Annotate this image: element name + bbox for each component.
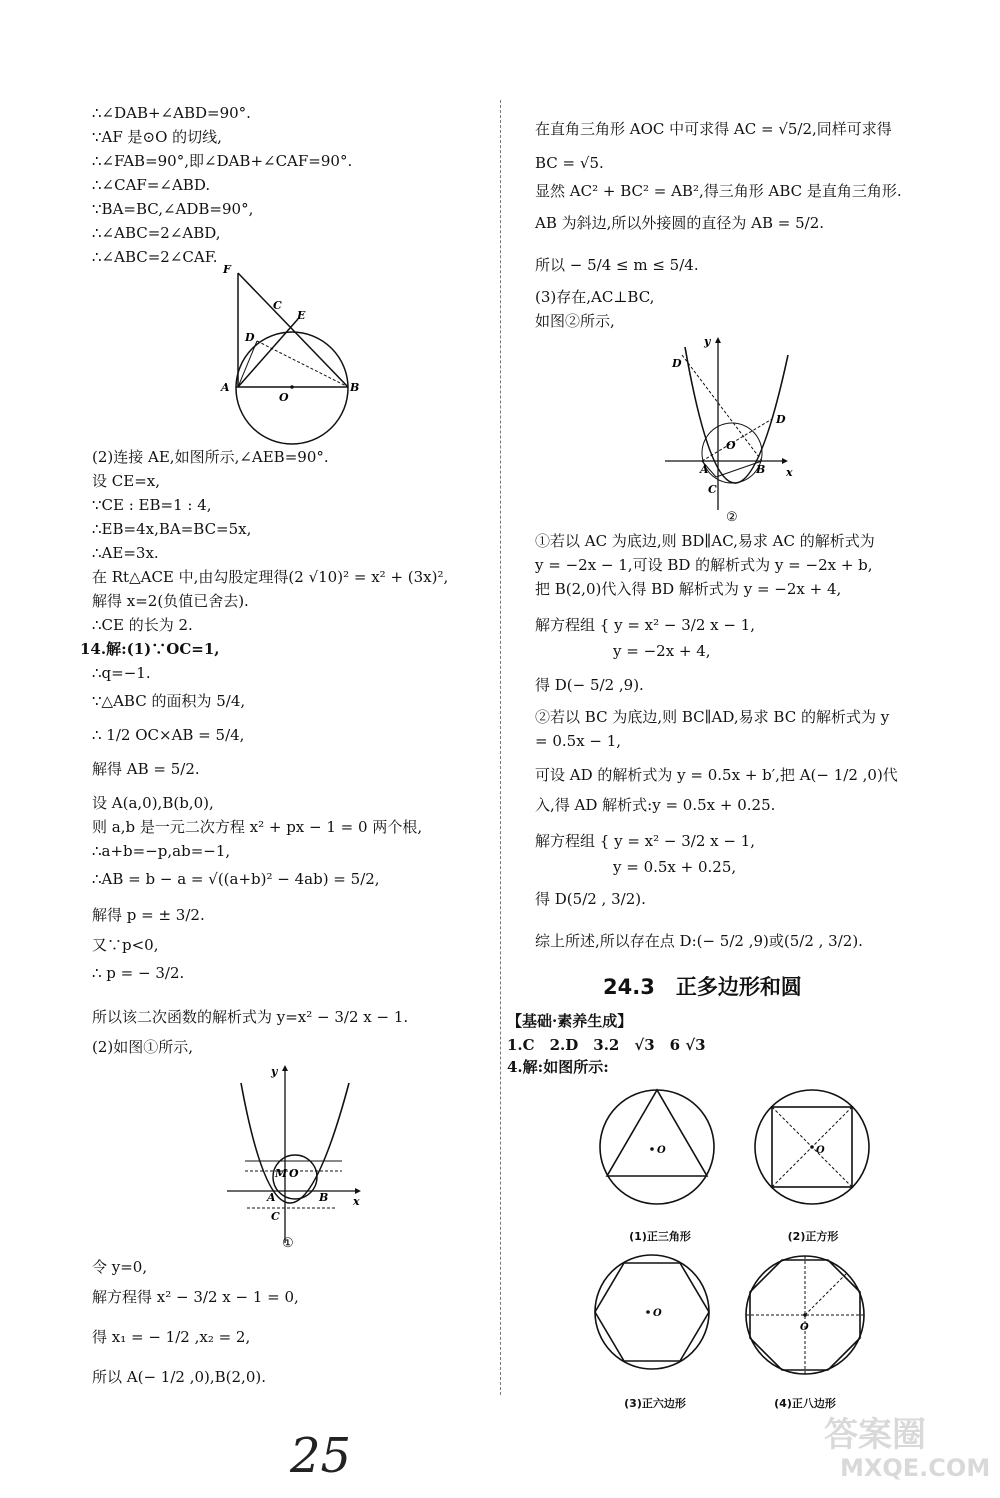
text-line: 解得 x=2(负值已舍去).	[92, 592, 249, 610]
svg-text:A: A	[700, 463, 709, 476]
text-line: AB 为斜边,所以外接圆的直径为 AB = 5/2.	[535, 214, 825, 232]
label-F: F	[223, 263, 231, 276]
text-line: (2)连接 AE,如图所示,∠AEB=90°.	[92, 448, 329, 466]
text-line: 设 CE=x,	[92, 472, 160, 490]
svg-text:O: O	[289, 1167, 299, 1180]
inscribed-hexagon-figure	[590, 1250, 720, 1400]
text-line: y = 0.5x + 0.25,	[613, 858, 737, 876]
text-line: 综上所述,所以存在点 D:(− 5/2 ,9)或(5/2 , 3/2).	[535, 932, 863, 950]
inscribed-octagon-figure	[740, 1250, 870, 1400]
text-line: ∴AE=3x.	[92, 544, 159, 562]
label-E: E	[297, 309, 306, 322]
svg-text:B: B	[756, 463, 766, 476]
text-line: 解方程组 { y = x² − 3/2 x − 1,	[535, 616, 756, 634]
answers-line: 1.C 2.D 3.2 √3 6 √3	[507, 1036, 706, 1054]
text-line: 设 A(a,0),B(b,0),	[92, 794, 214, 812]
text-line: y = −2x + 4,	[613, 642, 711, 660]
text-line: ∴q=−1.	[92, 664, 151, 682]
svg-text:C: C	[271, 1210, 280, 1223]
svg-text:②: ②	[726, 510, 738, 525]
caption-square: (2)正方形	[787, 1230, 839, 1243]
svg-text:D: D	[672, 357, 682, 370]
svg-text:x: x	[353, 1195, 360, 1208]
svg-text:O: O	[653, 1308, 662, 1319]
text-line: y = −2x − 1,可设 BD 的解析式为 y = −2x + b,	[535, 556, 873, 574]
handwritten-page-number: 25	[290, 1428, 352, 1484]
text-line: ∴AB = b − a = √((a+b)² − 4ab) = 5/2,	[92, 870, 380, 888]
text-line: ∴∠ABC=2∠CAF.	[92, 248, 218, 266]
label-C: C	[273, 299, 282, 312]
text-line: ∵△ABC 的面积为 5/4,	[92, 692, 246, 710]
text-line: ∴CE 的长为 2.	[92, 616, 193, 634]
text-line: ∵AF 是⊙O 的切线,	[92, 128, 222, 146]
text-line: ∴EB=4x,BA=BC=5x,	[92, 520, 252, 538]
text-line: 令 y=0,	[92, 1258, 148, 1276]
label-A: A	[221, 381, 230, 394]
text-line: 又∵p<0,	[92, 936, 159, 954]
text-line: ∵BA=BC,∠ADB=90°,	[92, 200, 254, 218]
caption-triangle: (1)正三角形	[629, 1230, 691, 1243]
label-B: B	[350, 381, 360, 394]
svg-text:①: ①	[282, 1236, 294, 1251]
text-line: 则 a,b 是一元二次方程 x² + px − 1 = 0 两个根,	[92, 818, 423, 836]
caption-octagon: (4)正八边形	[774, 1397, 836, 1410]
watermark-logo	[804, 1408, 994, 1486]
text-line: 解得 p = ± 3/2.	[92, 906, 205, 924]
text-line: 解方程组 { y = x² − 3/2 x − 1,	[535, 832, 756, 850]
subsection-heading: 【基础·素养生成】	[507, 1012, 633, 1030]
text-line: ∴ 1/2 OC×AB = 5/4,	[92, 726, 245, 744]
svg-text:答案圈: 答案圈	[824, 1415, 926, 1455]
problem-14-heading: 14.解:(1)∵OC=1,	[80, 640, 220, 658]
text-line: BC = √5.	[535, 154, 604, 172]
text-line: 得 x₁ = − 1/2 ,x₂ = 2,	[92, 1328, 251, 1346]
text-line: 如图②所示,	[535, 312, 615, 330]
text-line: (3)存在,AC⊥BC,	[535, 288, 655, 306]
text-line: 所以该二次函数的解析式为 y=x² − 3/2 x − 1.	[92, 1008, 409, 1026]
text-line: 在直角三角形 AOC 中可求得 AC = √5/2,同样可求得	[535, 120, 892, 138]
text-line: ∵CE : EB=1 : 4,	[92, 496, 212, 514]
svg-text:A: A	[267, 1191, 276, 1204]
svg-text:D: D	[776, 413, 786, 426]
svg-text:x: x	[786, 466, 793, 479]
text-line: 解方程得 x² − 3/2 x − 1 = 0,	[92, 1288, 299, 1306]
svg-text:MXQE.COM: MXQE.COM	[840, 1454, 991, 1482]
text-line: 显然 AC² + BC² = AB²,得三角形 ABC 是直角三角形.	[535, 182, 902, 200]
label-O: O	[279, 391, 289, 404]
svg-text:O: O	[726, 439, 736, 452]
svg-text:y: y	[704, 335, 711, 348]
text-line: 解得 AB = 5/2.	[92, 760, 200, 778]
text-line: = 0.5x − 1,	[535, 732, 622, 750]
section-title: 24.3 正多边形和圆	[603, 975, 802, 999]
caption-hexagon: (3)正六边形	[624, 1397, 686, 1410]
text-line: 在 Rt△ACE 中,由勾股定理得(2 √10)² = x² + (3x)²,	[92, 568, 449, 586]
inscribed-square-figure	[750, 1085, 880, 1235]
svg-text:O: O	[657, 1145, 666, 1156]
circle-tangent-figure	[217, 263, 360, 443]
text-line: (2)如图①所示,	[92, 1038, 194, 1056]
svg-text:y: y	[271, 1065, 278, 1078]
parabola-figure-2	[660, 335, 810, 525]
text-line: 入,得 AD 解析式:y = 0.5x + 0.25.	[535, 796, 776, 814]
inscribed-triangle-figure	[595, 1085, 725, 1235]
text-line: ∴a+b=−p,ab=−1,	[92, 842, 231, 860]
svg-text:O: O	[800, 1322, 809, 1333]
text-line: 得 D(5/2 , 3/2).	[535, 890, 646, 908]
text-line: ∴ p = − 3/2.	[92, 964, 185, 982]
text-line: 可设 AD 的解析式为 y = 0.5x + b′,把 A(− 1/2 ,0)代	[535, 766, 898, 784]
text-line: 得 D(− 5/2 ,9).	[535, 676, 644, 694]
label-D: D	[245, 331, 255, 344]
text-line: ∴∠DAB+∠ABD=90°.	[92, 104, 251, 122]
answer-4-heading: 4.解:如图所示:	[507, 1058, 609, 1076]
text-line: 所以 − 5/4 ≤ m ≤ 5/4.	[535, 256, 699, 274]
text-line: ②若以 BC 为底边,则 BC∥AD,易求 BC 的解析式为 y	[535, 708, 890, 726]
text-line: 所以 A(− 1/2 ,0),B(2,0).	[92, 1368, 266, 1386]
parabola-figure-1	[227, 1063, 367, 1253]
text-line: ①若以 AC 为底边,则 BD∥AC,易求 AC 的解析式为	[535, 532, 875, 550]
svg-text:O: O	[816, 1145, 825, 1156]
text-line: ∴∠ABC=2∠ABD,	[92, 224, 221, 242]
column-divider	[500, 100, 501, 1395]
svg-text:C: C	[708, 483, 717, 496]
text-line: 把 B(2,0)代入得 BD 解析式为 y = −2x + 4,	[535, 580, 842, 598]
svg-text:M: M	[275, 1167, 288, 1180]
text-line: ∴∠FAB=90°,即∠DAB+∠CAF=90°.	[92, 152, 353, 170]
text-line: ∴∠CAF=∠ABD.	[92, 176, 211, 194]
svg-text:B: B	[319, 1191, 329, 1204]
